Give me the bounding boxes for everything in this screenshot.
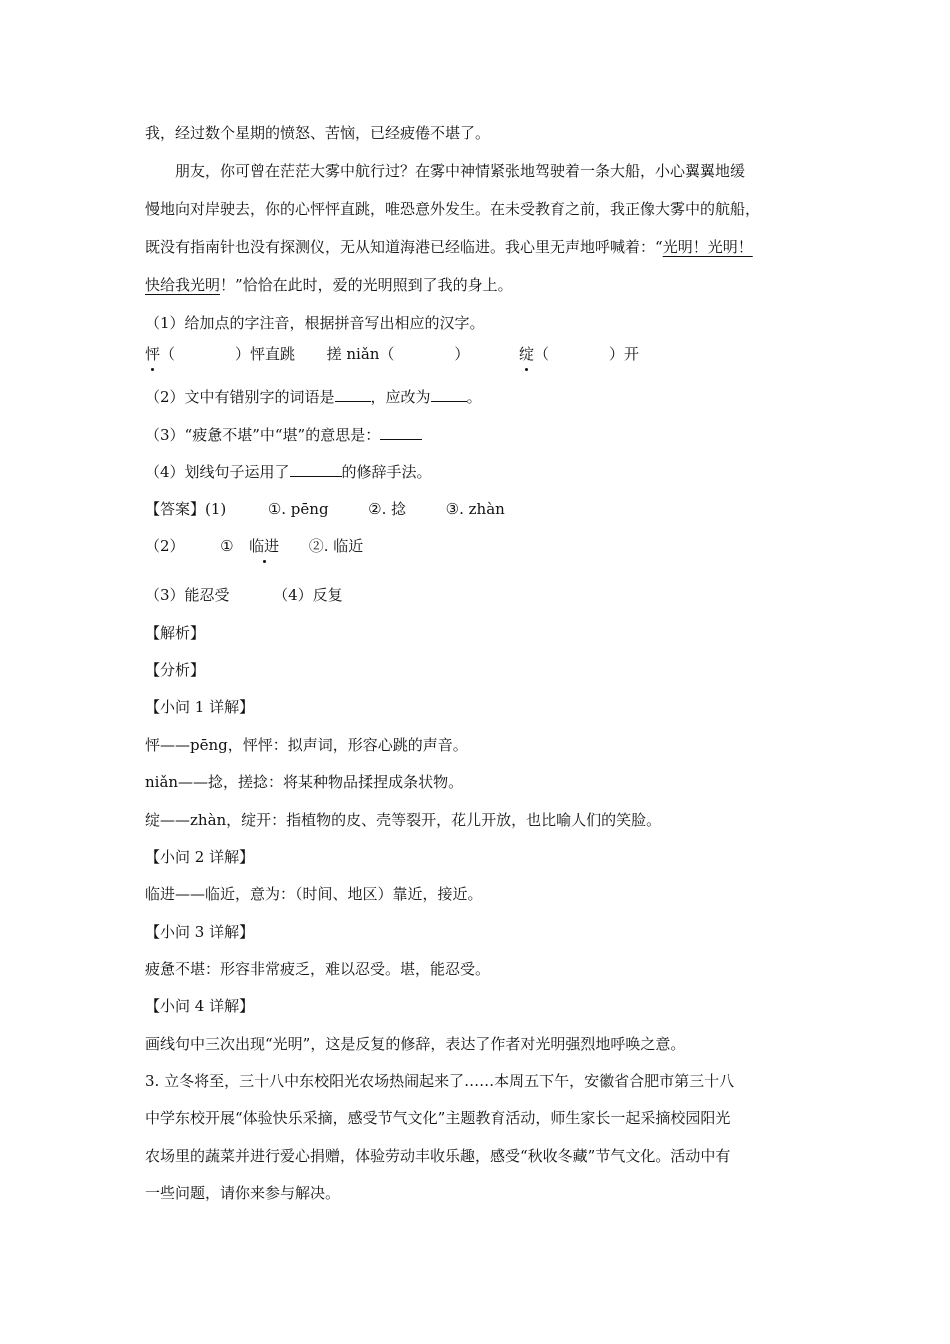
section-heading: 【小问 3 详解】 [145,923,255,941]
q2-text: ，应改为 [370,388,431,406]
passage-text: ！”恰恰在此时，爱的光明照到了我的身上。 [220,276,513,294]
answer-line-2 [145,536,363,556]
section-heading: 【分析】 [145,661,206,679]
detail-line: 临进——临近，意为：（时间、地区）靠近，接近。 [145,885,483,903]
detail-line: 怦——pēng，怦怦：拟声词，形容心跳的声音。 [145,736,468,754]
question-1-items [145,344,639,364]
section-heading: 【解析】 [145,624,206,642]
answer-mark: ① [220,537,234,555]
underlined-sentence: 光明！光明！ [662,238,753,256]
q4-text: （4）划线句子运用了 [145,463,290,481]
detail-line: 画线句中三次出现“光明”，这是反复的修辞，表达了作者对光明强烈地呼唤之意。 [145,1035,686,1053]
question-3-line: 一些问题，请你来参与解决。 [145,1184,341,1202]
passage-line: 朋友，你可曾在茫茫大雾中航行过？在雾中神情紧张地驾驶着一条大船，小心翼翼地缓 [175,162,746,180]
question-3-line: 农场里的蔬菜并进行爱心捐赠，体验劳动丰收乐趣，感受“秋收冬藏”节气文化。活动中有 [145,1147,731,1165]
q2-text: 。 [466,388,482,406]
dotted-char: 怦 [145,345,161,363]
detail-line: 绽——zhàn，绽开：指植物的皮、壳等裂开，花儿开放，也比喻人们的笑脸。 [145,811,662,829]
dotted-word: 临进 [249,537,280,555]
q1-item-2: 搓 niǎn（ ） [326,345,470,363]
answer-num: (1) [205,500,227,518]
answer-item: ②. 捻 [368,500,407,518]
q4-text: 的修辞手法。 [341,463,432,481]
answer-label: 【答案】 [145,500,206,518]
question-2 [145,387,482,407]
passage-line [145,275,513,295]
answer-item: ①. pēng [267,500,329,518]
question-4 [145,462,432,482]
answer-item: （3）能忍受 [145,586,230,604]
section-heading: 【小问 2 详解】 [145,848,255,866]
question-3-line: 3. 立冬将至，三十八中东校阳光农场热闹起来了……本周五下午，安徽省合肥市第三十八 [145,1072,735,1090]
answer-blank [335,387,371,402]
passage-line: 慢地向对岸驶去，你的心怦怦直跳，唯恐意外发生。在未受教育之前，我正像大雾中的航船， [145,200,761,218]
passage-text: 既没有指南针也没有探测仪，无从知道海港已经临进。我心里无声地呼喊着：“ [145,238,663,256]
question-1: （1）给加点的字注音，根据拼音写出相应的汉字。 [145,314,485,332]
section-heading: 【小问 1 详解】 [145,698,255,716]
passage-line [145,237,753,257]
question-3 [145,425,422,445]
q1-item-3: （ ）开 [534,345,640,363]
answer-line-3 [145,585,343,605]
answer-line-1 [145,499,505,519]
answer-item: ②. 临近 [308,537,364,555]
answer-item: （4）反复 [273,586,343,604]
q2-text: （2）文中有错别字的词语是 [145,388,335,406]
question-3-line: 中学东校开展“体验快乐采摘，感受节气文化”主题教育活动，师生家长一起采摘校园阳光 [145,1109,731,1127]
detail-line: 疲惫不堪：形容非常疲乏，难以忍受。堪，能忍受。 [145,960,491,978]
q3-text: （3）“疲惫不堪”中“堪”的意思是： [145,426,381,444]
section-heading: 【小问 4 详解】 [145,997,255,1015]
answer-item: ③. zhàn [445,500,505,518]
answer-blank [380,425,422,440]
answer-blank [290,462,342,477]
dotted-char: 绽 [519,345,535,363]
passage-line: 我，经过数个星期的愤怒、苦恼，已经疲倦不堪了。 [145,124,491,142]
answer-blank [431,387,467,402]
underlined-sentence: 快给我光明 [145,276,221,294]
q1-item-1: （ ）怦直跳 [160,345,296,363]
detail-line: niǎn——捻，搓捻：将某种物品揉捏成条状物。 [145,773,464,791]
answer-num: （2） [145,537,185,555]
